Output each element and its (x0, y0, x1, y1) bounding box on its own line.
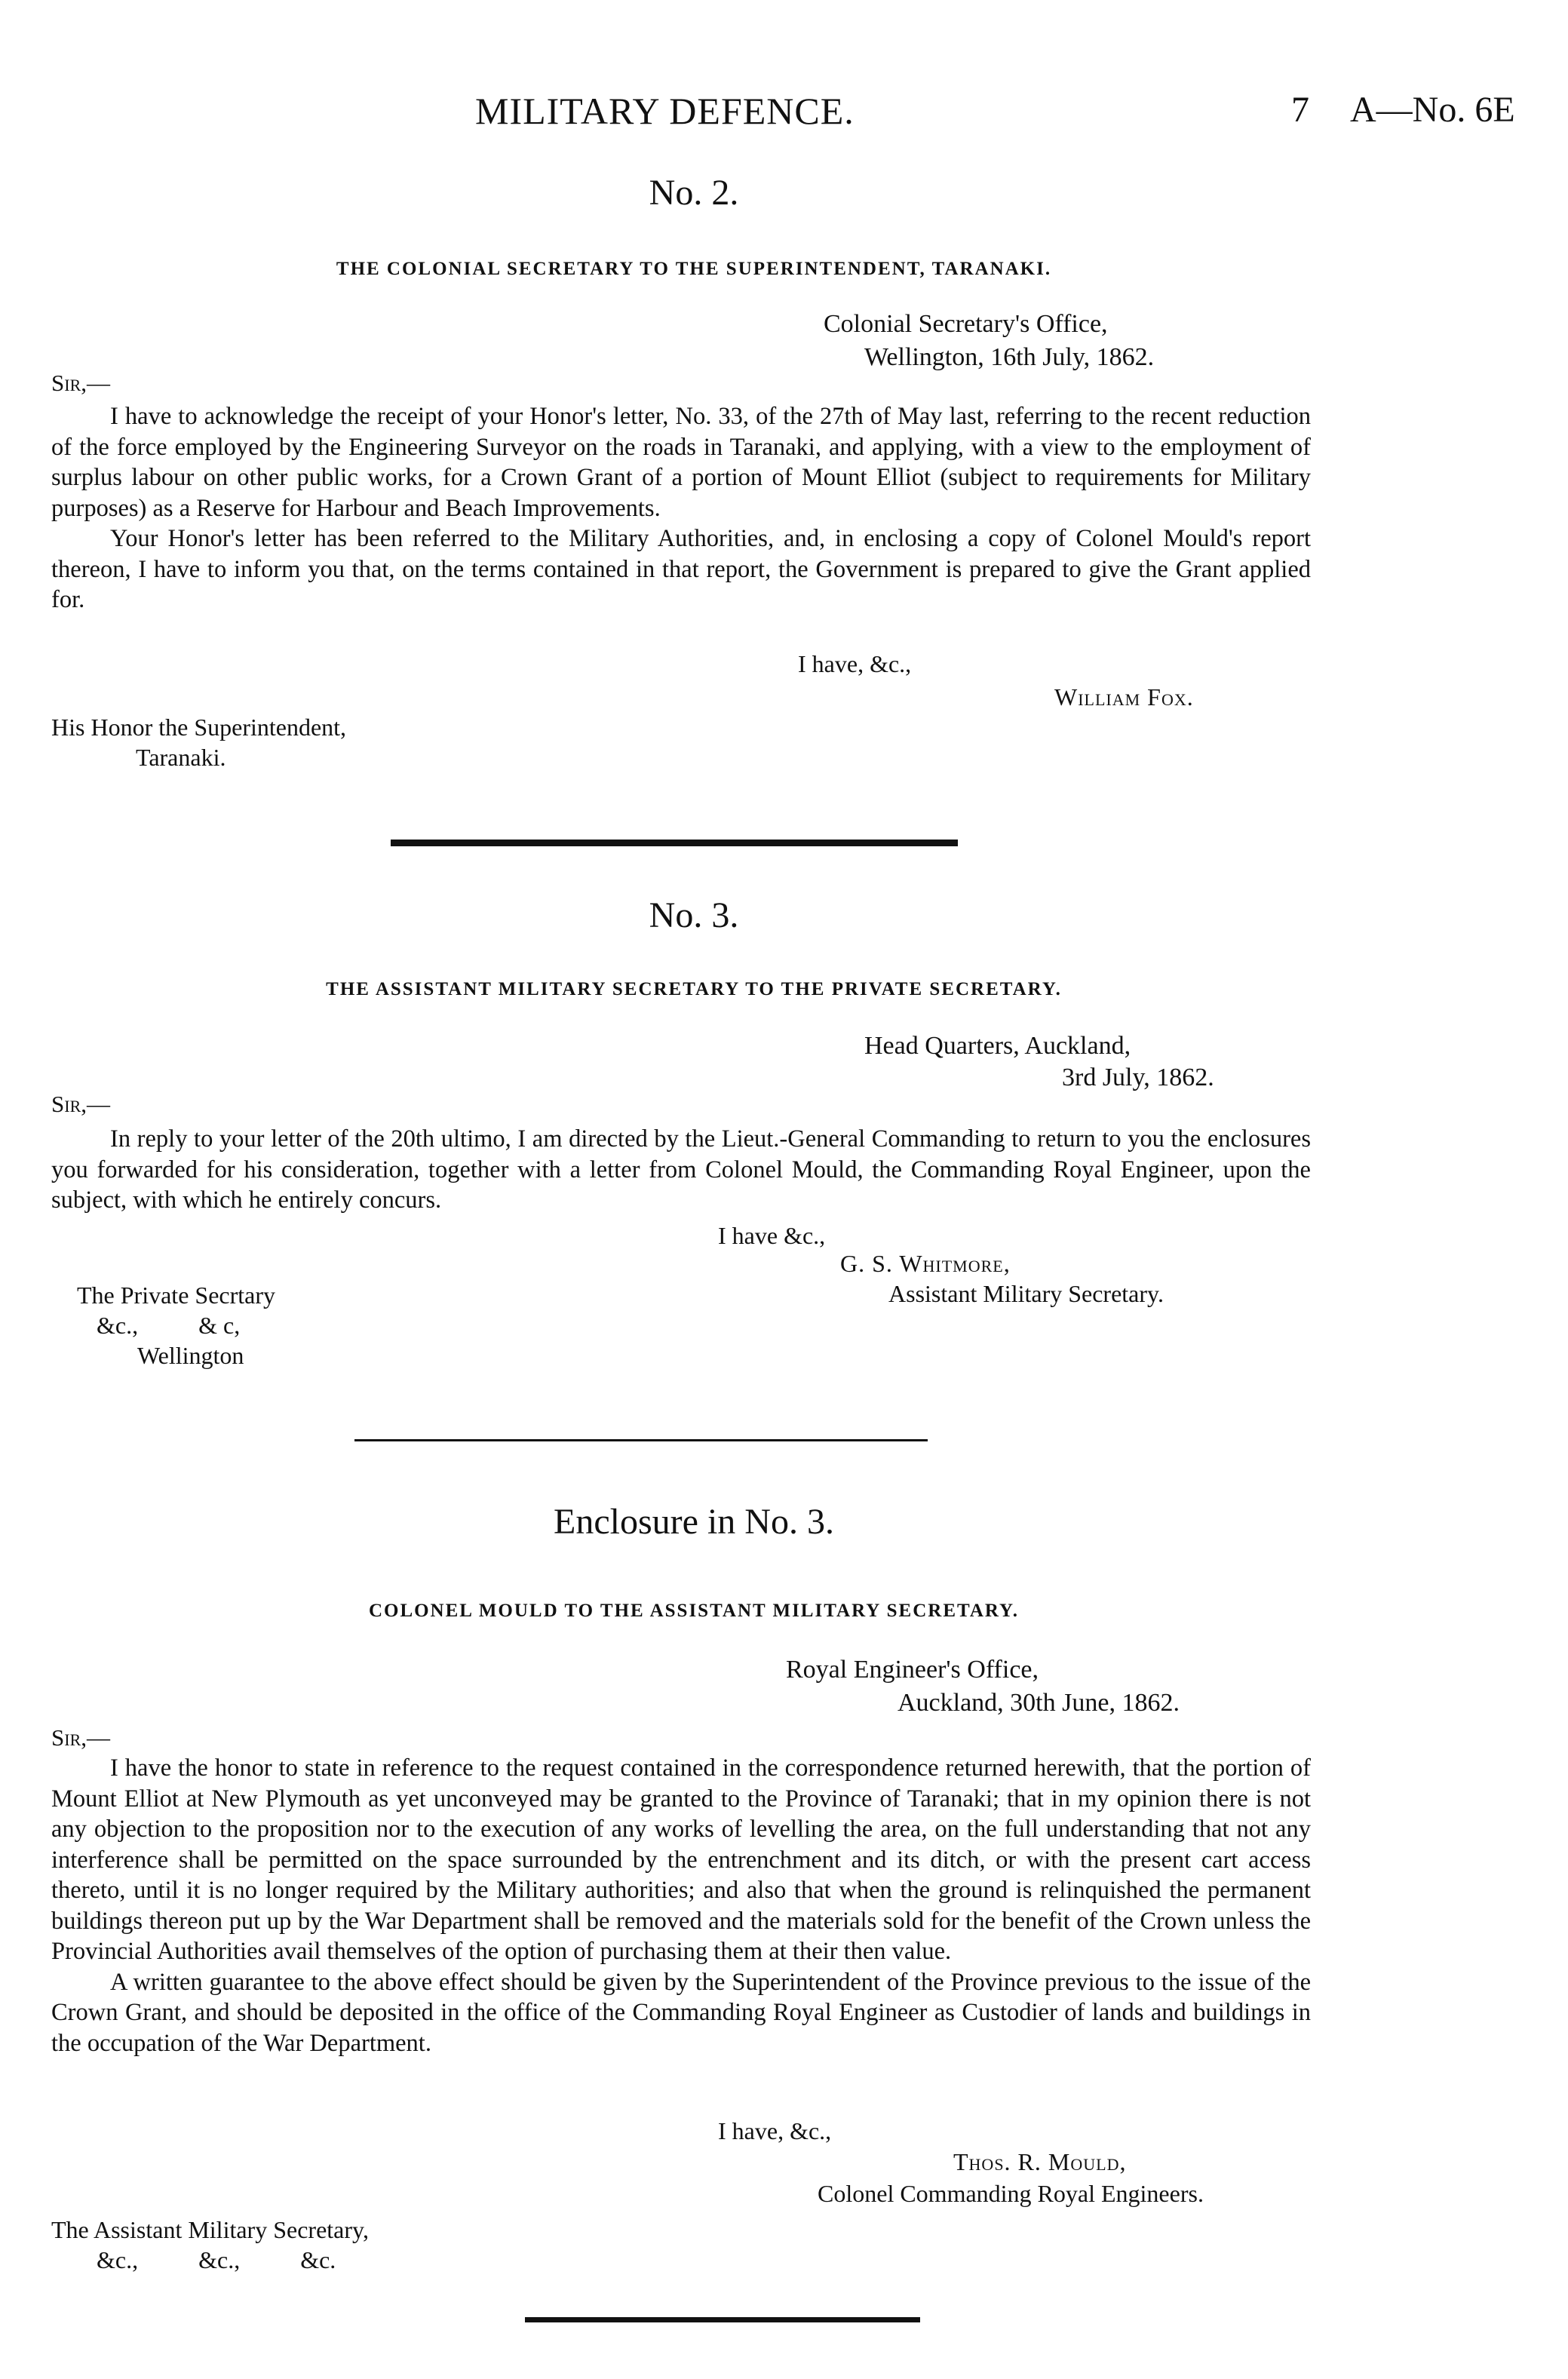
section-divider-thick (391, 840, 958, 846)
page-number: 7 (1291, 90, 1309, 130)
letter-2-address-line-2: Wellington, 16th July, 1862. (864, 343, 1155, 371)
letter-3-salutation: Sir,— (51, 1091, 110, 1117)
enclosure-closing: I have, &c., (718, 2117, 832, 2144)
enclosure-paragraph-1: I have the honor to state in reference to the request contained in the correspondence returned herewith, that the portion of Mount Elliot at New Plymouth as yet unconveyed may be granted to the Province of Taranaki; that in my opinion there is not any objection to the proposition nor to the execution of any works of levelling the area, on the full understanding that not any interference shall be permitted on the space surrounded by the entrenchment and its ditch, or with the present cart access thereto, until it is no longer required by the Military authorities; and also that when the ground is relinquished the permanent buildings thereon put up by the War Department shall be removed and the materials sold for the benefit of the Crown unless the Provincial Authorities avail themselves of the option of purchasing them at their then value. (51, 1754, 1311, 1965)
end-divider (525, 2317, 920, 2322)
enclosure-signature-title: Colonel Commanding Royal Engineers. (818, 2180, 1204, 2207)
letter-3-recipient-line-1: The Private Secrtary (77, 1282, 275, 1309)
letter-3-paragraph-1: In reply to your letter of the 20th ultimo, I am directed by the Lieut.-General Commanding to return to you the enclosures you forwarded for his consideration, together with a letter from Colonel Mould, the Commanding Royal Engineer, upon the subject, with which he entirely concurs. (51, 1125, 1311, 1214)
letter-2-closing: I have, &c., (798, 650, 912, 677)
letter-3-number: No. 3. (649, 895, 739, 935)
letter-3-body (51, 1124, 1311, 1216)
letter-2-paragraph-1: I have to acknowledge the receipt of your Honor's letter, No. 33, of the 27th of May last, referring to the recent reduction of the force employed by the Engineering Surveyor on the roads in Taranaki, and applying, with a view to the employment of surplus labour on other public works, for a Crown Grant of a portion of Mount Elliot (subject to requirements for Military purposes) as a Reserve for Harbour and Beach Improvements. (51, 403, 1311, 522)
letter-2-address-line-1: Colonial Secretary's Office, (824, 310, 1108, 338)
letter-3-address-line-1: Head Quarters, Auckland, (864, 1032, 1131, 1060)
enclosure-address-line-1: Royal Engineer's Office, (786, 1656, 1039, 1684)
letter-2-recipient-line-1: His Honor the Superintendent, (51, 714, 347, 741)
letter-3-heading: THE ASSISTANT MILITARY SECRETARY TO THE PRIVATE SECRETARY. (326, 979, 1062, 999)
running-header (0, 89, 1568, 149)
enclosure-recipient-line-1: The Assistant Military Secretary, (51, 2216, 369, 2243)
enclosure-address-line-2: Auckland, 30th June, 1862. (898, 1689, 1180, 1717)
letter-2-heading: THE COLONIAL SECRETARY TO THE SUPERINTENDENT, TARANAKI. (336, 259, 1052, 279)
letter-3-signature: G. S. Whitmore, (840, 1250, 1011, 1277)
letter-3-signature-title: Assistant Military Secretary. (888, 1280, 1164, 1307)
letter-2-signature: William Fox. (1054, 683, 1194, 711)
letter-2-salutation: Sir,— (51, 370, 110, 396)
enclosure-title: Enclosure in No. 3. (554, 1502, 834, 1542)
enclosure-heading: COLONEL MOULD TO THE ASSISTANT MILITARY SECRETARY. (368, 1601, 1020, 1621)
letter-3-recipient-line-2: &c., & c, (97, 1312, 241, 1339)
letter-2-number: No. 2. (649, 173, 739, 213)
letter-3-recipient-line-3: Wellington (137, 1342, 244, 1369)
letter-2-body (51, 401, 1311, 615)
enclosure-salutation: Sir,— (51, 1724, 110, 1751)
enclosure-paragraph-2: A written guarantee to the above effect should be given by the Superintendent of the Province previous to the issue of the Crown Grant, and should be deposited in the office of the Commanding Royal Engineer as Custodier of lands and buildings in the occupation of the War Department. (51, 1968, 1311, 2057)
letter-3-address-line-2: 3rd July, 1862. (1062, 1064, 1214, 1091)
running-title: MILITARY DEFENCE. (475, 90, 855, 132)
letter-2-recipient-line-2: Taranaki. (136, 744, 226, 771)
letter-2-paragraph-2: Your Honor's letter has been referred to the Military Authorities, and, in enclosing a copy of Colonel Mould's report thereon, I have to inform you that, on the terms contained in that report, the Government is prepared to give the Grant applied for. (51, 525, 1311, 613)
letter-3-closing: I have &c., (718, 1222, 826, 1249)
document-reference: A—No. 6E (1350, 90, 1515, 130)
enclosure-signature: Thos. R. Mould, (953, 2148, 1127, 2175)
enclosure-recipient-line-2: &c., &c., &c. (97, 2246, 336, 2273)
section-divider-thin (354, 1439, 928, 1441)
enclosure-body (51, 1753, 1311, 2058)
